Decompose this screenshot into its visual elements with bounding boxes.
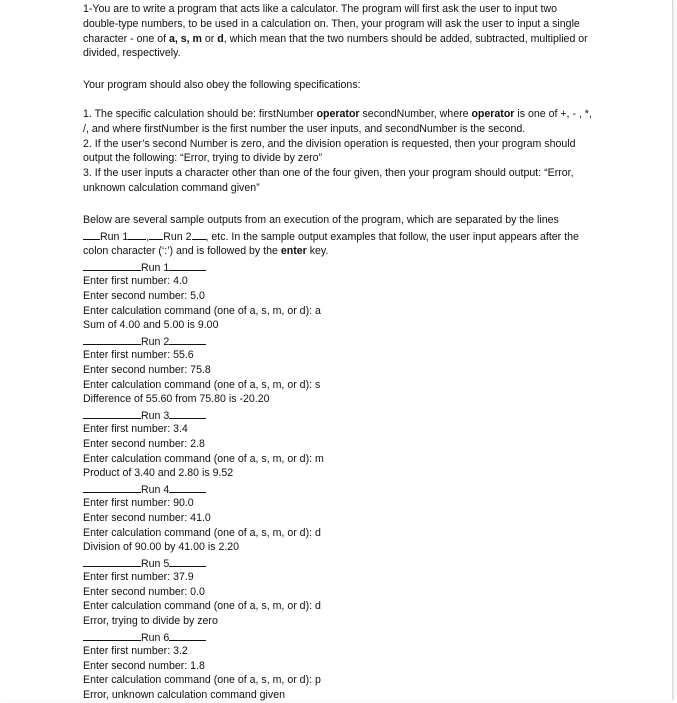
run-separator — [83, 259, 593, 274]
spec-1-part-b: secondNumber, where — [359, 107, 472, 120]
sample-line: Enter first number: 3.4 — [83, 422, 188, 435]
separator-line-left — [83, 629, 141, 641]
samples-intro-enter: enter — [280, 245, 307, 258]
sample-line: Enter calculation command (one of a, s, m, or d): d — [83, 526, 321, 539]
spec-item-2: 2. If the user’s second Number is zero, and the division operation is requested, then your program should output the following: “Error, trying to divide by zero” — [83, 137, 576, 165]
sample-line: Enter first number: 90.0 — [83, 496, 194, 509]
intro-text: 1-You are to write a program that acts like a calculator. The program will first ask the user to input two double-type numbers, to be used in a calculation on. Then, your program will ask the user to input a single character - one of — [83, 3, 580, 45]
underline-blank — [149, 228, 163, 240]
document-content — [83, 2, 593, 703]
run-block-4 — [83, 481, 593, 555]
intro-letter-d: d — [217, 32, 224, 45]
run-block-2 — [83, 333, 593, 407]
sample-line: Enter calculation command (one of a, s, m, or d): d — [83, 600, 321, 613]
sample-line: Sum of 4.00 and 5.00 is 9.00 — [83, 319, 219, 332]
specs-heading: Your program should also obey the following specifications: — [83, 79, 361, 92]
run-block-5 — [83, 555, 593, 629]
run-label: Run 6 — [141, 632, 170, 645]
sample-line: Enter first number: 3.2 — [83, 644, 188, 657]
samples-intro-run1: Run 1 — [100, 230, 129, 243]
sample-line: Enter first number: 4.0 — [83, 274, 188, 287]
run-label: Run 2 — [141, 336, 170, 349]
sample-line: Division of 90.00 by 41.00 is 2.20 — [83, 541, 240, 554]
intro-paragraph — [83, 2, 593, 61]
run-block-3 — [83, 407, 593, 481]
underline-blank — [83, 228, 100, 240]
run-separator — [83, 629, 593, 644]
spec-1-part-a: 1. The specific calculation should be: firstNumber — [83, 107, 317, 120]
separator-line-right — [169, 333, 206, 345]
sample-line: Error, trying to divide by zero — [83, 615, 218, 628]
separator-line-right — [169, 555, 206, 567]
sample-line: Error, unknown calculation command given — [83, 689, 285, 702]
intro-or: or — [201, 32, 218, 45]
sample-line: Enter calculation command (one of a, s, m, or d): p — [83, 674, 321, 687]
sample-line: Enter second number: 2.8 — [83, 437, 205, 450]
spec-1-part-c: is one of +, - , *, /, and where firstNumber is the first number the user inputs, and secondNumber is the second. — [83, 107, 592, 135]
intro-tail: , which mean that the two numbers should be added, subtracted, multiplied or divided, respectively. — [83, 32, 588, 60]
sample-line: Enter first number: 37.9 — [83, 570, 194, 583]
sample-runs — [83, 259, 593, 703]
samples-intro-run2: Run 2 — [163, 230, 192, 243]
sample-line: Enter second number: 0.0 — [83, 585, 205, 598]
run-separator — [83, 555, 593, 570]
spec-1-operator: operator — [316, 107, 360, 120]
run-label: Run 3 — [141, 410, 170, 423]
sample-line: Enter second number: 75.8 — [83, 363, 211, 376]
separator-line-right — [169, 629, 206, 641]
sample-line: Enter second number: 41.0 — [83, 511, 211, 524]
sample-line: Enter first number: 55.6 — [83, 348, 194, 361]
sample-line: Product of 3.40 and 2.80 is 9.52 — [83, 467, 234, 480]
sample-line: Enter second number: 1.8 — [83, 659, 205, 672]
run-block-1 — [83, 259, 593, 333]
separator-line-left — [83, 481, 141, 493]
sample-line: Enter calculation command (one of a, s, m, or d): a — [83, 304, 321, 317]
sample-line: Enter calculation command (one of a, s, m, or d): m — [83, 452, 324, 465]
separator-line-left — [83, 555, 141, 567]
separator-line-right — [169, 259, 206, 271]
run-label: Run 1 — [141, 262, 170, 275]
separator-line-left — [83, 333, 141, 345]
run-label: Run 4 — [141, 484, 170, 497]
intro-letters: a, s, m — [168, 32, 202, 45]
run-block-6 — [83, 629, 593, 703]
spec-item-1 — [83, 107, 593, 137]
underline-blank — [128, 228, 146, 240]
run-separator — [83, 333, 593, 348]
separator-line-right — [169, 407, 206, 419]
samples-intro-c: key. — [306, 245, 329, 258]
sample-line: Enter calculation command (one of a, s, m, or d): s — [83, 378, 321, 391]
separator-line-right — [169, 481, 206, 493]
spec-item-3: 3. If the user inputs a character other than one of the four given, then your program should output: “Error, unknown calculation command given” — [83, 167, 574, 194]
separator-line-left — [83, 407, 141, 419]
separator-line-left — [83, 259, 141, 271]
samples-intro: Below are several sample outputs from an execution of the program, which are separated by the lines Run 1 , Run 2 , etc. In the sample output examples that follow, the user input appears after the colon character (‘:’) and is followed by the enter key. — [83, 213, 579, 258]
run-label: Run 5 — [141, 558, 170, 571]
sample-line: Difference of 55.60 from 75.80 is -20.20 — [83, 393, 270, 406]
underline-blank — [192, 228, 206, 240]
spec-1-operator-2: operator — [471, 107, 515, 120]
run-separator — [83, 481, 593, 496]
sample-line: Enter second number: 5.0 — [83, 289, 205, 302]
run-separator — [83, 407, 593, 422]
samples-intro-b: , etc. In the sample output examples that follow, the user input appears after the colon character (‘:’) and is followed by the — [83, 230, 579, 258]
samples-intro-a: Below are several sample outputs from an execution of the program, which are separated by the lines — [83, 213, 559, 226]
